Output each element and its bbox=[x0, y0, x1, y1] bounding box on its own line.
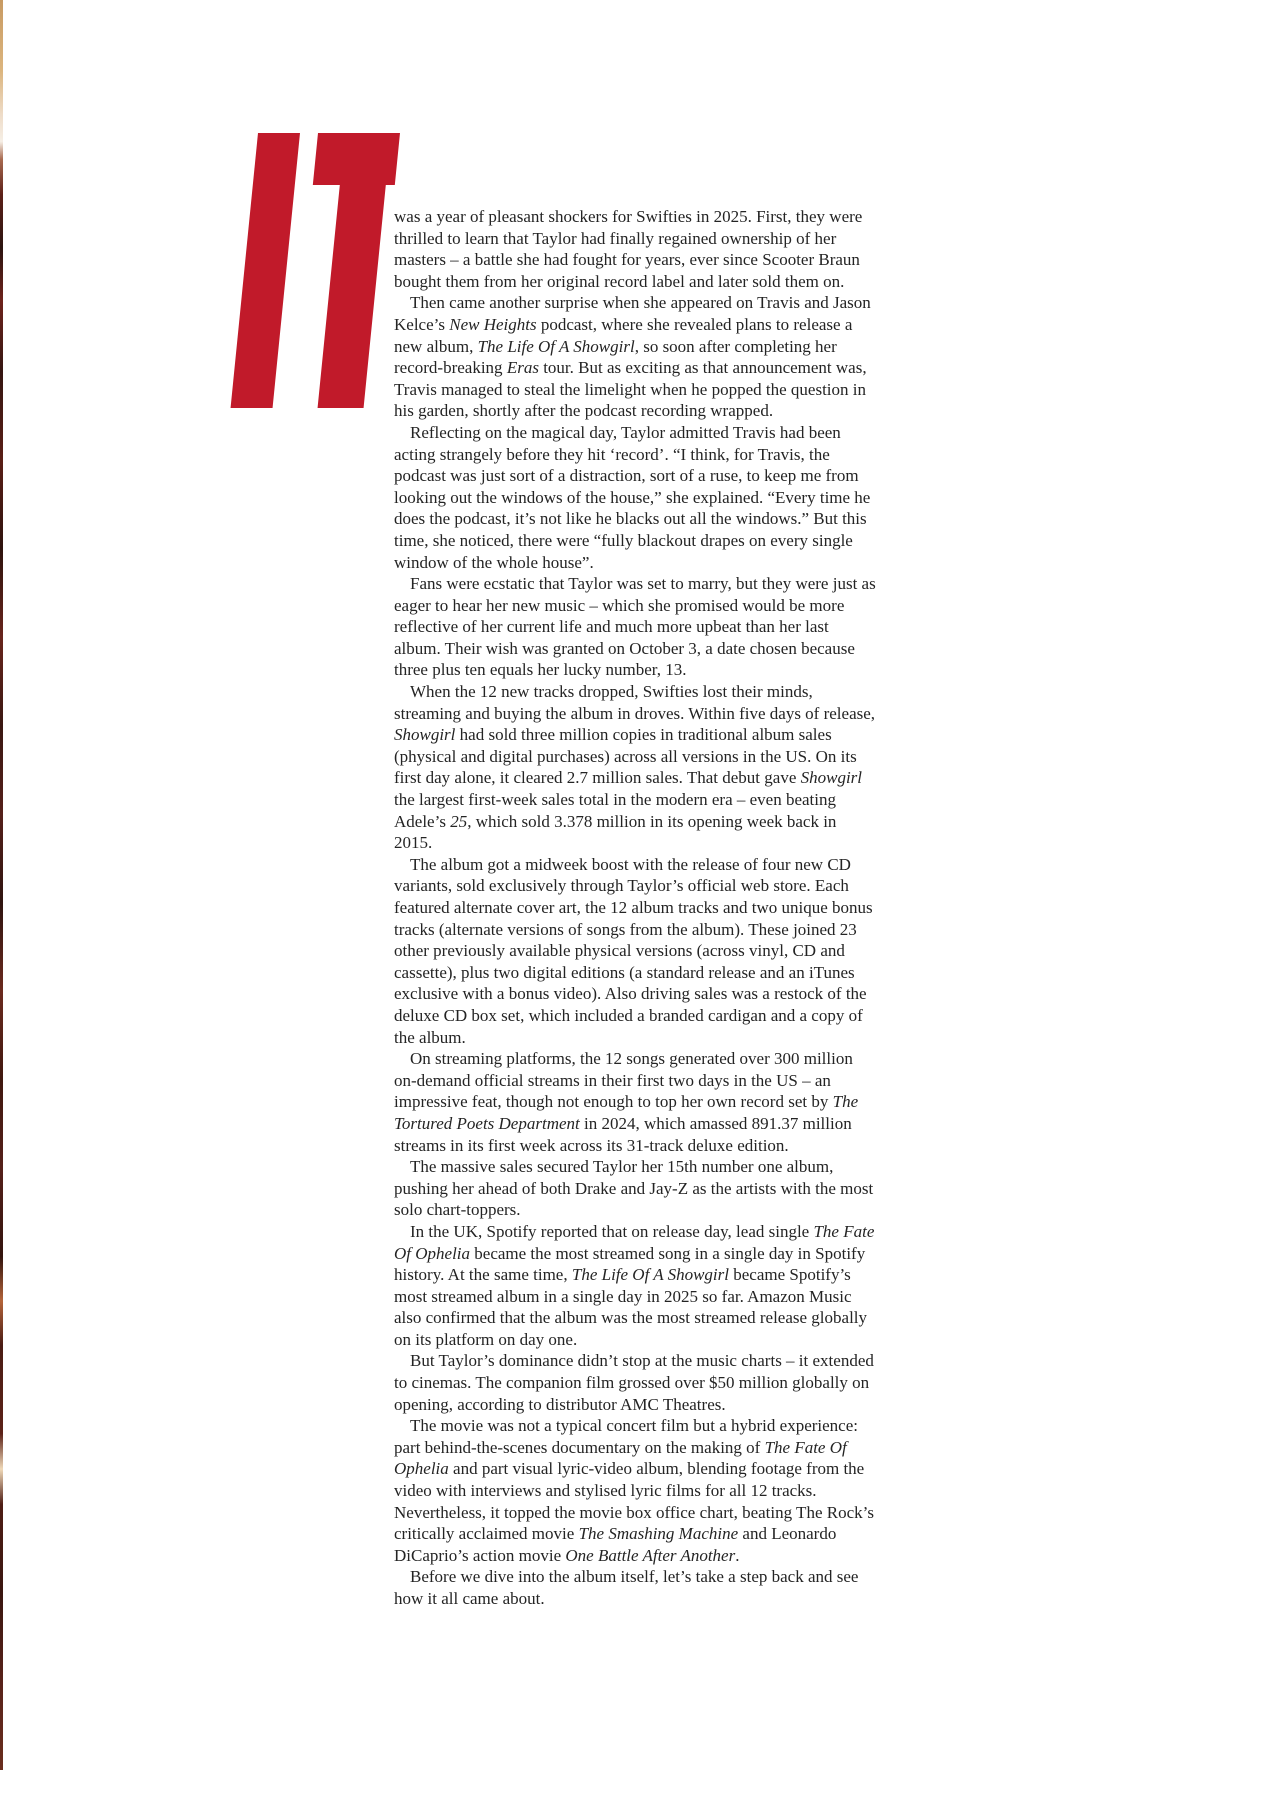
paragraph: In the UK, Spotify reported that on release day, lead single The Fate Of Ophelia became the most streamed song in a single day in Spotify history. At the same time, The Life Of A Showgirl became Spotify’s most streamed album in a single day in 2025 so far. Amazon Music also confirmed that the album was the most streamed release globally on its platform on day one. bbox=[394, 1221, 875, 1349]
paragraph: But Taylor’s dominance didn’t stop at the music charts – it extended to cinemas. The companion film grossed over $50 million globally on opening, according to distributor AMC Theatres. bbox=[394, 1351, 874, 1414]
paragraph: The movie was not a typical concert film but a hybrid experience: part behind-the-scenes documentary on the making of The Fate Of Ophelia and part visual lyric-video album, blending footage from the video with interviews and stylised lyric films for all 12 tracks. Nevertheless, it topped the movie box office chart, beating The Rock’s critically acclaimed movie The Smashing Machine and Leonardo DiCaprio’s action movie One Battle After Another. bbox=[394, 1416, 874, 1565]
article-body bbox=[394, 206, 878, 1610]
paragraph: Fans were ecstatic that Taylor was set to marry, but they were just as eager to hear her new music – which she promised would be more reflective of her current life and much more upbeat than her last album. Their wish was granted on October 3, a date chosen because three plus ten equals her lucky number, 13. bbox=[394, 574, 876, 680]
paragraph: Then came another surprise when she appeared on Travis and Jason Kelce’s New Heights podcast, where she revealed plans to release a new album, The Life Of A Showgirl, so soon after completing her record-breaking Eras tour. But as exciting as that announcement was, Travis managed to steal the limelight when he popped the question in his garden, shortly after the podcast recording wrapped. bbox=[394, 293, 871, 421]
paragraph: The album got a midweek boost with the release of four new CD variants, sold exclusively through Taylor’s official web store. Each featured alternate cover art, the 12 album tracks and two unique bonus tracks (alternate versions of songs from the album). These joined 23 other previously available physical versions (across vinyl, CD and cassette), plus two digital editions (a standard release and an iTunes exclusive with a bonus video). Also driving sales was a restock of the deluxe CD box set, which included a branded cardigan and a copy of the album. bbox=[394, 854, 873, 1047]
paragraph: On streaming platforms, the 12 songs generated over 300 million on-demand official streams in their first two days in the US – an impressive feat, though not enough to top her own record set by The Tortured Poets Department in 2024, which amassed 891.37 million streams in its first week across its 31-track deluxe edition. bbox=[394, 1049, 859, 1155]
paragraph: was a year of pleasant shockers for Swifties in 2025. First, they were thrilled to learn that Taylor had finally regained ownership of her masters – a battle she had fought for years, ever since Scooter Braun bought them from her original record label and later sold them on. bbox=[394, 207, 863, 291]
paragraph: When the 12 new tracks dropped, Swifties lost their minds, streaming and buying the album in droves. Within five days of release, Showgirl had sold three million copies in traditional album sales (physical and digital purchases) across all versions in the US. On its first day alone, it cleared 2.7 million sales. That debut gave Showgirl the largest first-week sales total in the modern era – even beating Adele’s 25, which sold 3.378 million in its opening week back in 2015. bbox=[394, 682, 876, 853]
drop-cap-IT-glyph bbox=[0, 133, 410, 409]
drop-cap bbox=[0, 133, 410, 409]
paragraph: Before we dive into the album itself, let’s take a step back and see how it all came about. bbox=[394, 1567, 859, 1608]
paragraph: The massive sales secured Taylor her 15th number one album, pushing her ahead of both Drake and Jay-Z as the artists with the most solo chart-toppers. bbox=[394, 1157, 874, 1220]
paragraph: Reflecting on the magical day, Taylor admitted Travis had been acting strangely before they hit ‘record’. “I think, for Travis, the podcast was just sort of a distraction, sort of a ruse, to keep me from looking out the windows of the house,” she explained. “Every time he does the podcast, it’s not like he blacks out all the windows.” But this time, she noticed, there were “fully blackout drapes on every single window of the whole house”. bbox=[394, 422, 871, 572]
